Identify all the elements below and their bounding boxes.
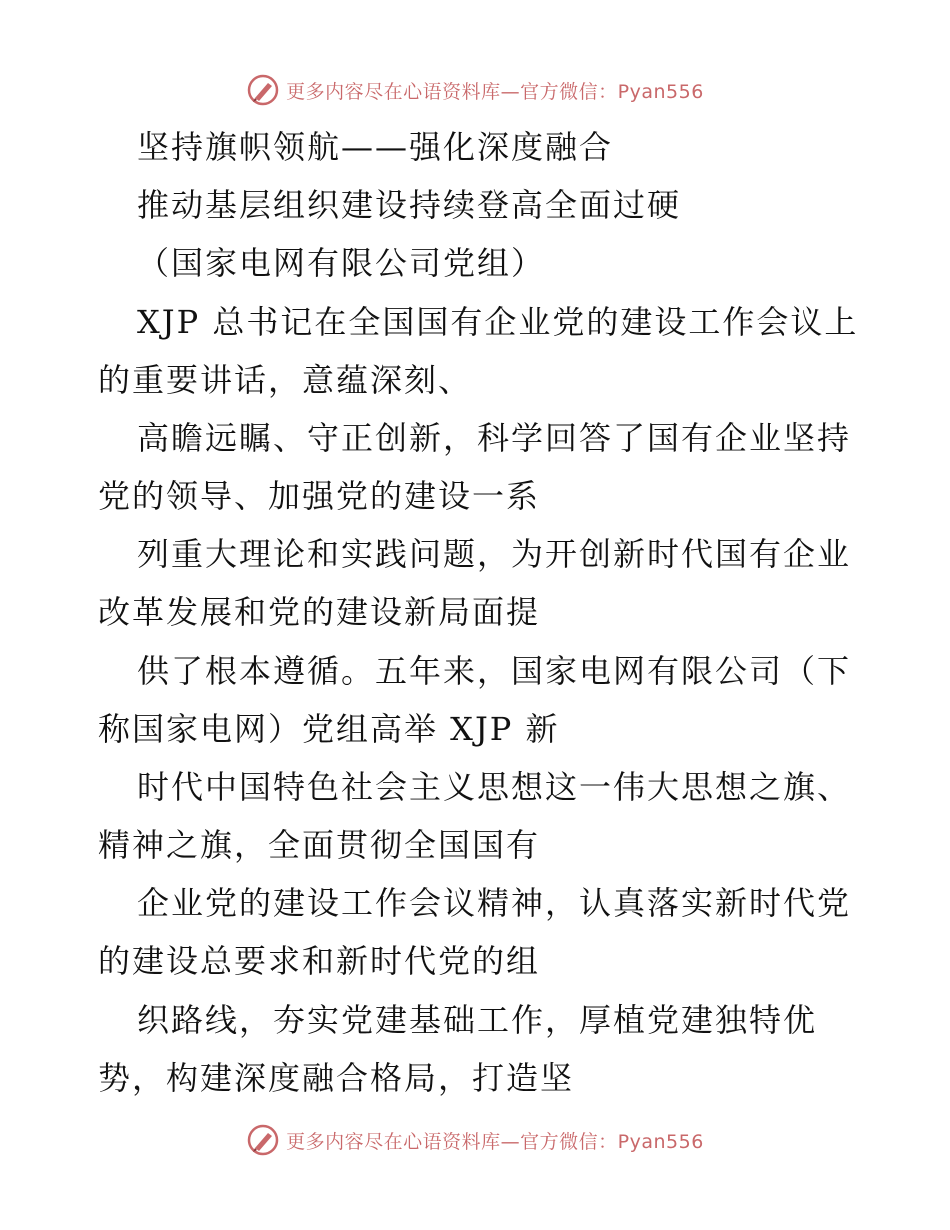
text-line: 列重大理论和实践问题，为开创新时代国有企业 [137, 535, 852, 573]
text-line: 党的领导、加强党的建设一系 [98, 477, 541, 515]
pen-logo-icon [246, 1123, 280, 1157]
pen-logo-icon [246, 73, 280, 107]
text-line: 势，构建深度融合格局，打造坚 [98, 1059, 575, 1097]
text-line: 的建设总要求和新时代党的组 [98, 942, 541, 980]
text-line: 称国家电网）党组高举 XJP 新 [98, 710, 560, 748]
text-line: 供了根本遵循。五年来，国家电网有限公司（下 [137, 652, 852, 690]
title-line-2: 推动基层组织建设持续登高全面过硬 [137, 186, 682, 224]
text-line: 企业党的建设工作会议精神，认真落实新时代党 [137, 884, 852, 922]
text-line: XJP 总书记在全国国有企业党的建设工作会议上 [137, 303, 859, 341]
text-line: 时代中国特色社会主义思想这一伟大思想之旗、 [137, 768, 852, 806]
text-line: 高瞻远瞩、守正创新，科学回答了国有企业坚持 [137, 419, 852, 457]
text-line: 织路线，夯实党建基础工作，厚植党建独特优 [137, 1001, 818, 1039]
text-line: 改革发展和党的建设新局面提 [98, 593, 541, 631]
author-line: （国家电网有限公司党组） [137, 244, 546, 282]
watermark-banner-top [0, 70, 950, 110]
watermark-banner-bottom [0, 1120, 950, 1160]
watermark-text: 更多内容尽在心语资料库—官方微信：Pyan556 [286, 80, 704, 103]
title-line-1: 坚持旗帜领航——强化深度融合 [137, 128, 614, 166]
text-line: 精神之旗，全面贯彻全国国有 [98, 826, 541, 864]
watermark-text: 更多内容尽在心语资料库—官方微信：Pyan556 [286, 1130, 704, 1153]
text-line: 的重要讲话，意蕴深刻、 [98, 361, 473, 399]
